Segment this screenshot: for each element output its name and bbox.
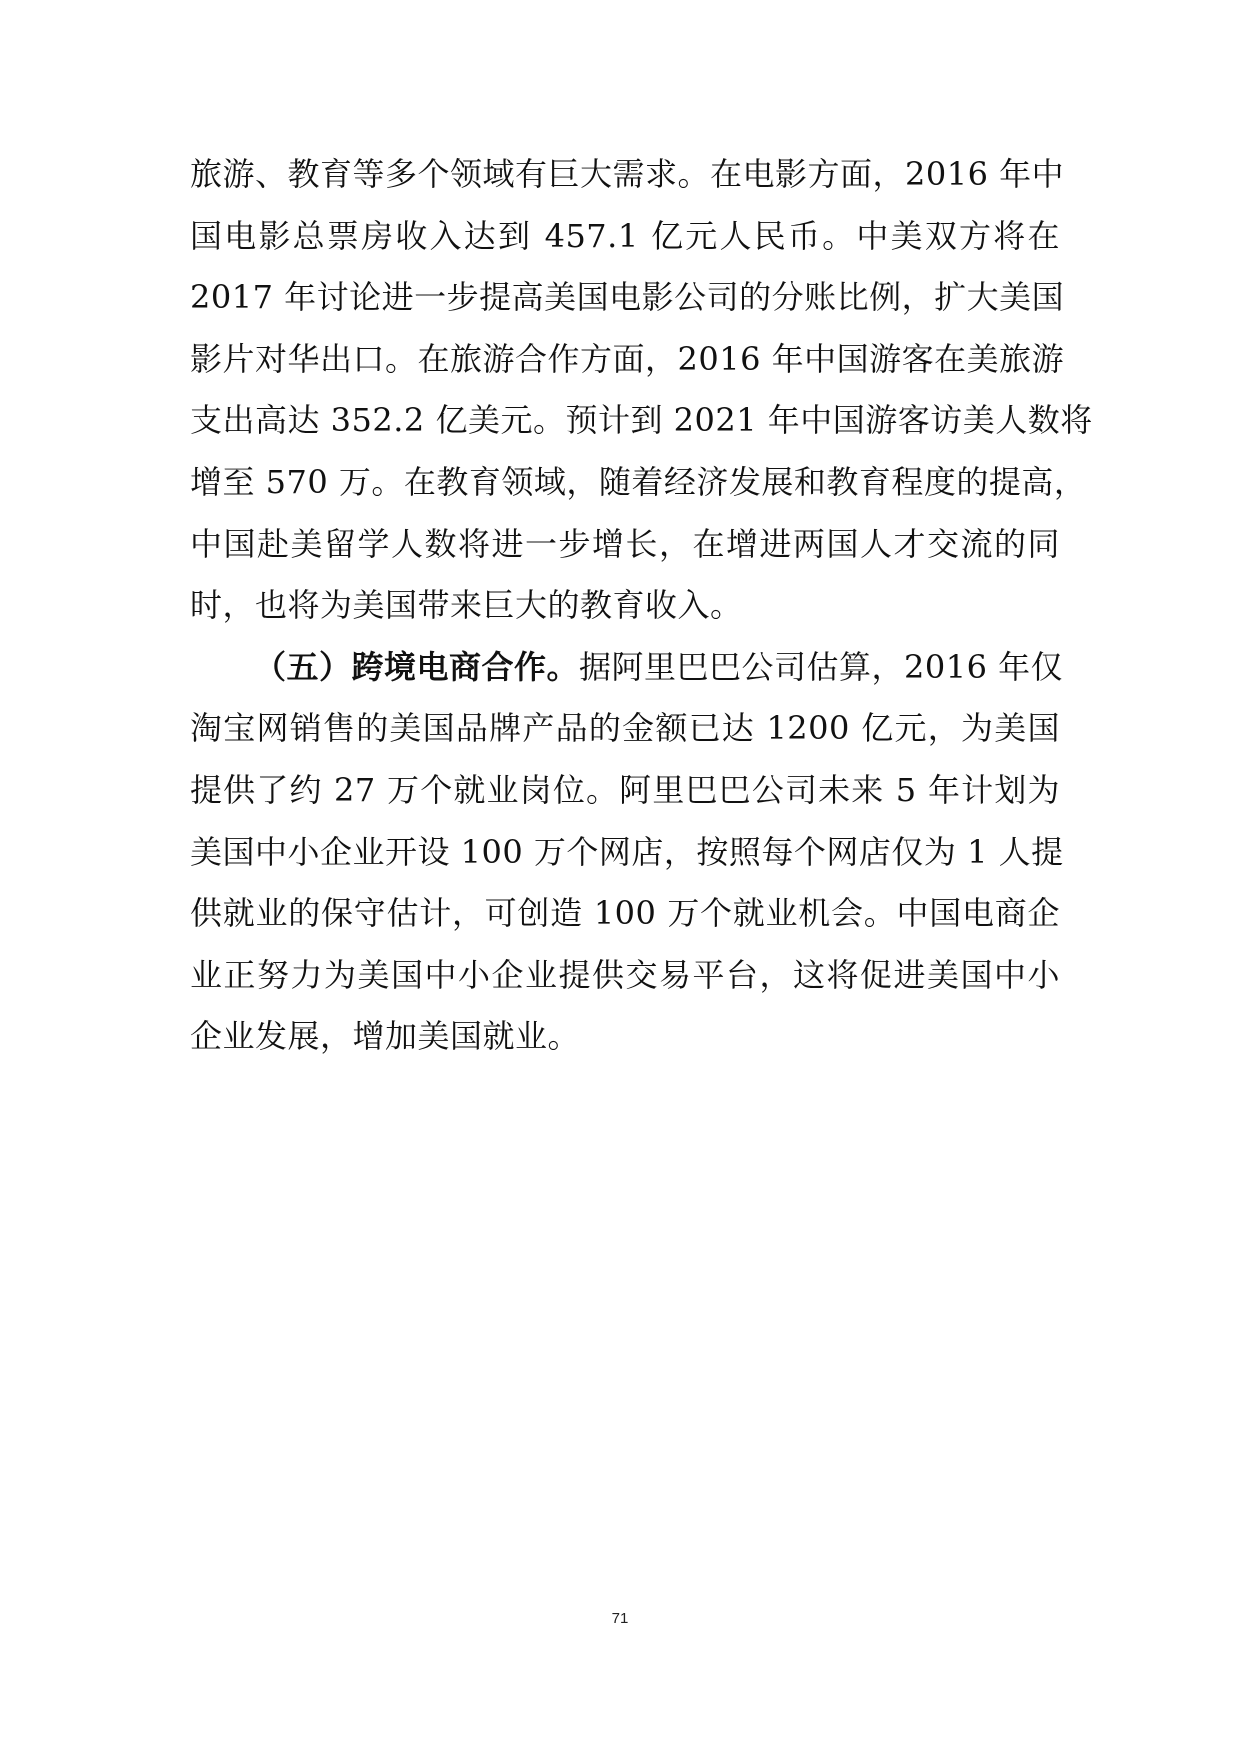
paragraph-1 bbox=[190, 144, 1093, 637]
paragraph-2 bbox=[190, 637, 1064, 1068]
text-line: 企业发展，增加美国就业。 bbox=[190, 1017, 581, 1056]
text-line: 国电影总票房收入达到 457.1 亿元人民币。中美双方将在 bbox=[190, 216, 1060, 255]
text-run: 据阿里巴巴公司估算，2016 年仅 bbox=[579, 647, 1064, 686]
text-line: 淘宝网销售的美国品牌产品的金额已达 1200 亿元，为美国 bbox=[190, 709, 1060, 748]
text-line: 供就业的保守估计，可创造 100 万个就业机会。中国电商企 bbox=[190, 894, 1060, 933]
text-line: 增至 570 万。在教育领域，随着经济发展和教育程度的提高， bbox=[190, 462, 1087, 501]
paragraph-first-line bbox=[190, 637, 1064, 699]
text-line: 影片对华出口。在旅游合作方面，2016 年中国游客在美旅游 bbox=[190, 339, 1065, 378]
text-line: 时，也将为美国带来巨大的教育收入。 bbox=[190, 586, 743, 625]
text-line: 支出高达 352.2 亿美元。预计到 2021 年中国游客访美人数将 bbox=[190, 401, 1093, 440]
text-line: 提供了约 27 万个就业岗位。阿里巴巴公司未来 5 年计划为 bbox=[190, 770, 1060, 809]
page-number: 71 bbox=[611, 1610, 629, 1627]
text-line: 美国中小企业开设 100 万个网店，按照每个网店仅为 1 人提 bbox=[190, 832, 1064, 871]
text-line: 中国赴美留学人数将进一步增长，在增进两国人才交流的同 bbox=[190, 524, 1060, 563]
text-line: 业正努力为美国中小企业提供交易平台，这将促进美国中小 bbox=[190, 955, 1060, 994]
text-line: 2017 年讨论进一步提高美国电影公司的分账比例，扩大美国 bbox=[190, 278, 1065, 317]
body-text bbox=[190, 144, 1093, 1068]
text-line: 旅游、教育等多个领域有巨大需求。在电影方面，2016 年中 bbox=[190, 155, 1065, 193]
section-heading: （五）跨境电商合作。 bbox=[254, 647, 580, 686]
